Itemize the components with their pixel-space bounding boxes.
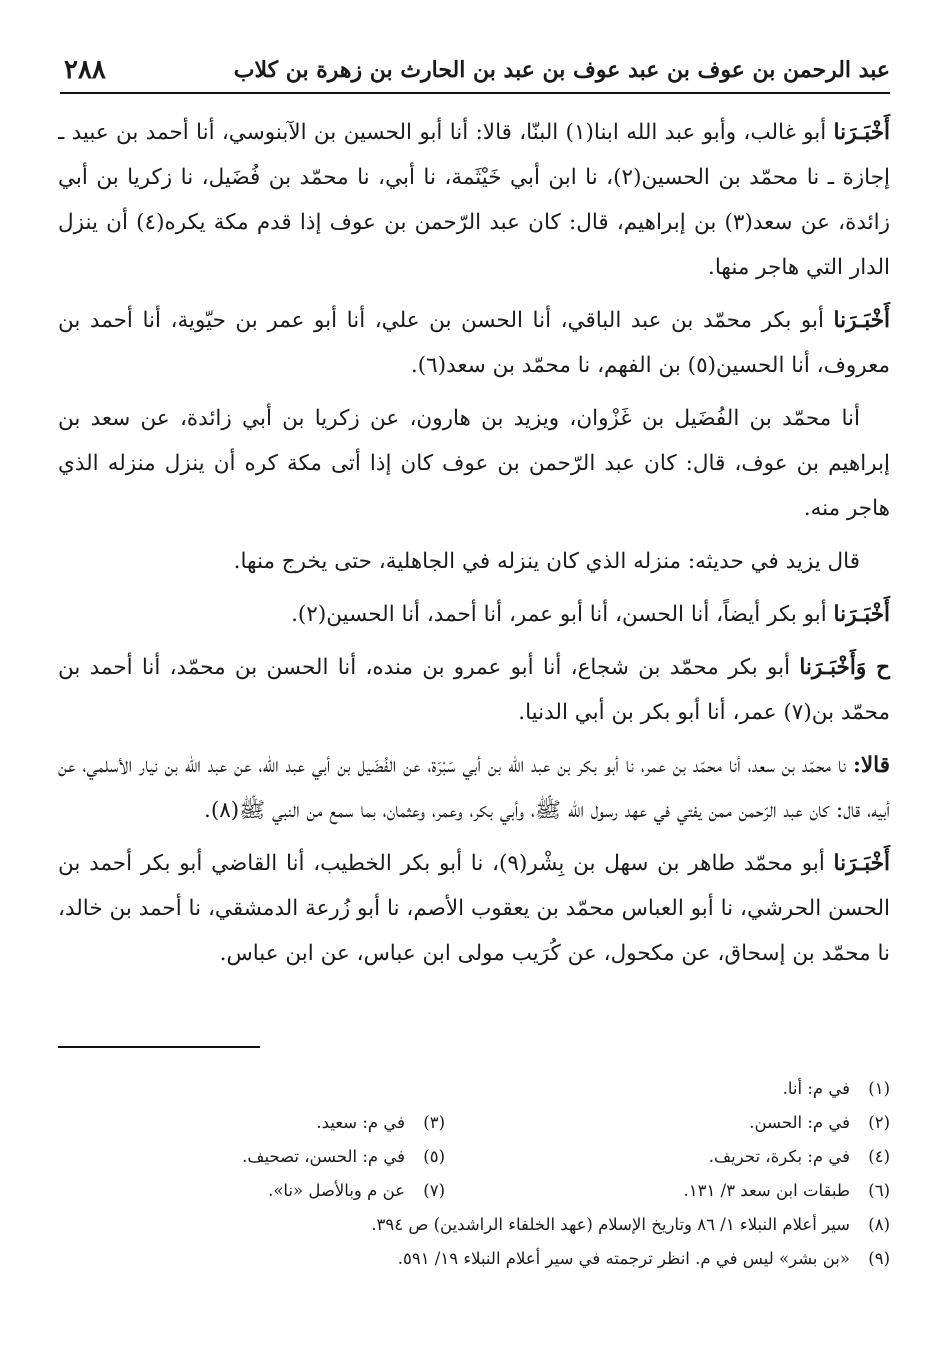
footnote-number: (٨)	[868, 1215, 890, 1234]
paragraph	[58, 841, 890, 976]
footnote-number: (٦)	[868, 1181, 890, 1200]
paragraph-text: قال يزيد في حديثه: منزله الذي كان ينزله في الجاهلية، حتى يخرج منها.	[233, 549, 860, 574]
footnote	[470, 1174, 890, 1208]
header-rule	[60, 92, 890, 94]
footnote-row	[70, 1140, 890, 1174]
footnote	[470, 1106, 890, 1140]
footnote	[242, 1140, 445, 1174]
footnote-number: (٣)	[423, 1113, 445, 1132]
footnote	[316, 1106, 445, 1140]
footnote-text: في م: بكرة، تحريف.	[708, 1147, 850, 1166]
footnote-row	[70, 1072, 890, 1106]
footnote-number: (٤)	[868, 1147, 890, 1166]
paragraph	[58, 110, 890, 290]
page-number: ٢٨٨	[64, 55, 106, 85]
paragraph	[58, 298, 890, 388]
footnote-text: في م: أنا.	[782, 1079, 850, 1098]
paragraph-text: أبو بكر أيضاً، أنا الحسن، أنا أبو عمر، أنا أحمد، أنا الحسين(٢).	[291, 602, 834, 627]
footnote-row	[70, 1208, 890, 1242]
footnote-number: (٧)	[423, 1181, 445, 1200]
footnote-text: طبقات ابن سعد ٣/ ١٣١.	[683, 1181, 850, 1200]
footnote-row	[70, 1174, 890, 1208]
paragraph-text: أبو بكر محمّد بن عبد الباقي، أنا الحسن بن علي، أنا أبو عمر بن حيّوية، أنا أحمد بن معروف، أنا الحسين(٥) بن الفهم، نا محمّد بن سعد(٦).	[58, 308, 890, 378]
footnote	[398, 1242, 890, 1276]
footnote	[470, 1072, 890, 1106]
paragraph-lead: أَخْبَـرَنا	[833, 602, 890, 627]
footnote-text: في م: الحسن، تصحيف.	[242, 1147, 405, 1166]
paragraph-lead: قالا:	[852, 753, 890, 778]
footnote-text: في م: سعيد.	[316, 1113, 405, 1132]
footnote-text: «بن بشر» ليس في م. انظر ترجمته في سير أعلام النبلاء ١٩/ ٥٩١.	[397, 1249, 850, 1268]
running-title: عبد الرحمن بن عوف بن عبد عوف بن عبد بن الحارث بن زهرة بن كلاب	[233, 57, 890, 83]
paragraph-lead: أَخْبَـرَنا	[833, 120, 890, 145]
running-header	[64, 55, 890, 91]
paragraph-lead: ح وَأَخْبَـرَنا	[799, 655, 890, 680]
paragraph-text: نا محمّد بن سعد، أنا محمّد بن عمر، نا أبو بكر بن عبد الله بن أبي سَبْرَة، عن الفُضَيل بن أبي عبد الله، عن عبد الله بن نيار الأسلمي، عن أبيه، قال: كان عبد الرّحمن ممن يفتي في عهد رسول الله ﷺ، وأبي بكر، وعمر، وعثمان، بما سمع من النبي ﷺ(٨).	[58, 753, 890, 823]
footnote	[268, 1174, 445, 1208]
paragraph-lead: أَخْبَـرَنا	[833, 308, 890, 333]
footnote-number: (١)	[868, 1079, 890, 1098]
footnote-number: (٢)	[868, 1113, 890, 1132]
footnote-number: (٩)	[868, 1249, 890, 1268]
paragraph	[58, 743, 890, 833]
footnote-row	[70, 1242, 890, 1276]
footnote-text: سير أعلام النبلاء ١/ ٨٦ وتاريخ الإسلام (عهد الخلفاء الراشدين) ص ٣٩٤.	[371, 1215, 850, 1234]
paragraph	[58, 539, 890, 584]
paragraph	[58, 592, 890, 637]
footnote-number: (٥)	[423, 1147, 445, 1166]
footnote	[470, 1140, 890, 1174]
paragraph-text: أنا محمّد بن الفُضَيل بن غَزْوان، ويزيد بن هارون، عن زكريا بن أبي زائدة، عن سعد بن إبراهيم بن عوف، قال: كان عبد الرّحمن بن عوف كان إذا أتى مكة كره أن ينزل منزله الذي هاجر منه.	[58, 406, 890, 521]
footnote-separator	[58, 1046, 260, 1048]
footnotes	[70, 1072, 890, 1276]
main-text	[58, 110, 890, 984]
paragraph-text: أبو بكر محمّد بن شجاع، أنا أبو عمرو بن منده، أنا الحسن بن محمّد، أنا أحمد بن محمّد بن(٧) عمر، أنا أبو بكر بن أبي الدنيا.	[58, 655, 890, 725]
footnote-text: في م: الحسن.	[749, 1113, 850, 1132]
footnote-text: عن م وبالأصل «نا».	[268, 1181, 405, 1200]
footnote-row	[70, 1106, 890, 1140]
footnote	[371, 1208, 890, 1242]
paragraph-text: أبو محمّد طاهر بن سهل بن بِشْر(٩)، نا أبو بكر الخطيب، أنا القاضي أبو بكر أحمد بن الحسن الحرشي، نا أبو العباس محمّد بن يعقوب الأصم، نا أبو زُرعة الدمشقي، نا أحمد بن خالد، نا محمّد بن إسحاق، عن مكحول، عن كُرَيب مولى ابن عباس، عن ابن عباس.	[58, 851, 890, 966]
paragraph	[58, 645, 890, 735]
paragraph-lead: أَخْبَـرَنا	[833, 851, 890, 876]
paragraph-text: أبو غالب، وأبو عبد الله ابنا(١) البنّا، قالا: أنا أبو الحسين بن الآبنوسي، أنا أحمد بن عبيد ـ إجازة ـ نا محمّد بن الحسين(٢)، نا ابن أبي خَيْثَمة، نا أبي، نا محمّد بن فُضَيل، نا زكريا بن أبي زائدة، عن سعد(٣) بن إبراهيم، قال: كان عبد الرّحمن بن عوف إذا قدم مكة يكره(٤) أن ينزل الدار التي هاجر منها.	[58, 120, 891, 280]
paragraph	[58, 396, 890, 531]
